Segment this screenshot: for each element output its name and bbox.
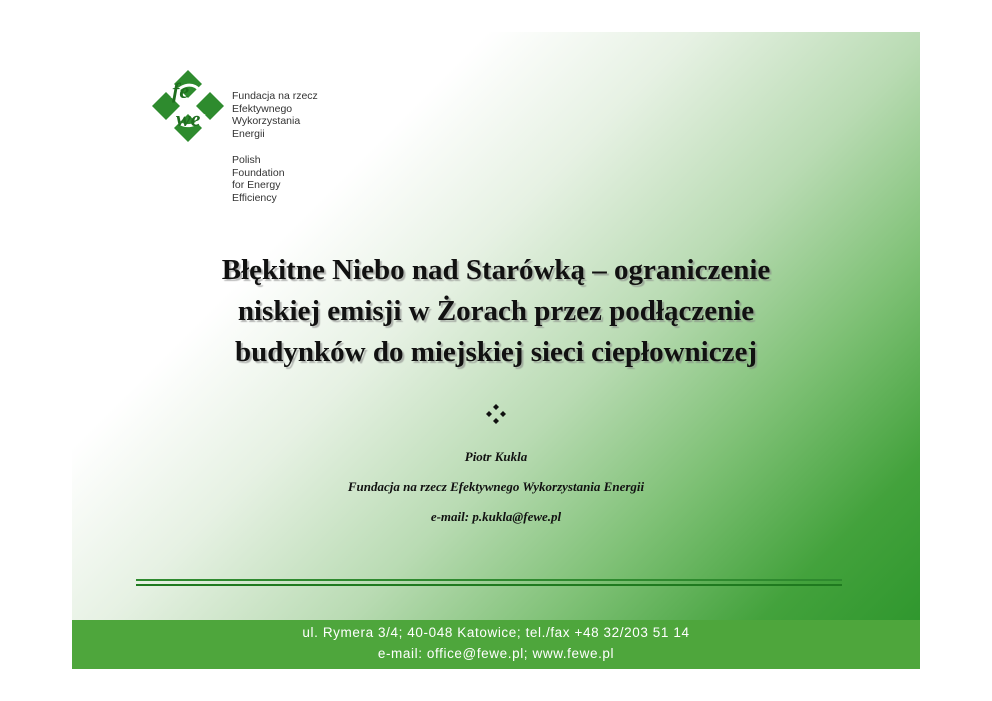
logo-caption-polish [232,90,318,140]
slide-title-line: budynków do miejskiej sieci ciepłowniczej [235,336,757,368]
slide-title-line: niskiej emisji w Żorach przez podłączenie [237,295,755,327]
footer-address: ul. Rymera 3/4; 40-048 Katowice; tel./fax +48 32/203 51 14 [302,625,690,640]
divider-line [136,584,842,586]
fewe-logo-icon [150,68,226,144]
logo-caption-line: Energii [232,127,265,140]
author-email: e-mail: p.kukla@fewe.pl [430,509,562,524]
logo-caption-line: Foundation [232,166,285,179]
author-name: Piotr Kukla [464,449,528,464]
slide-title-line: Błękitne Niebo nad Starówką – ograniczenie [221,254,771,286]
four-diamonds-icon [484,402,508,426]
logo-caption-line: for Energy [232,179,281,191]
divider-line [136,579,842,581]
svg-text:fe: fe [172,78,190,103]
footer-bar [72,620,920,669]
logo-caption-line: Polish [232,154,261,166]
slide-title [132,250,860,373]
footer-contact: e-mail: office@fewe.pl; www.fewe.pl [377,646,615,661]
logo-caption-line: Efektywnego [232,102,293,115]
logo-caption-english [232,154,318,204]
svg-text:we: we [176,106,201,131]
logo-caption-line: Fundacja na rzecz [232,90,318,102]
title-slide [72,32,920,669]
logo-caption-line: Wykorzystania [232,115,301,127]
author-organization: Fundacja na rzecz Efektywnego Wykorzystania Energii [347,479,645,494]
logo-caption [232,90,318,204]
logo-caption-line: Efficiency [232,191,277,204]
